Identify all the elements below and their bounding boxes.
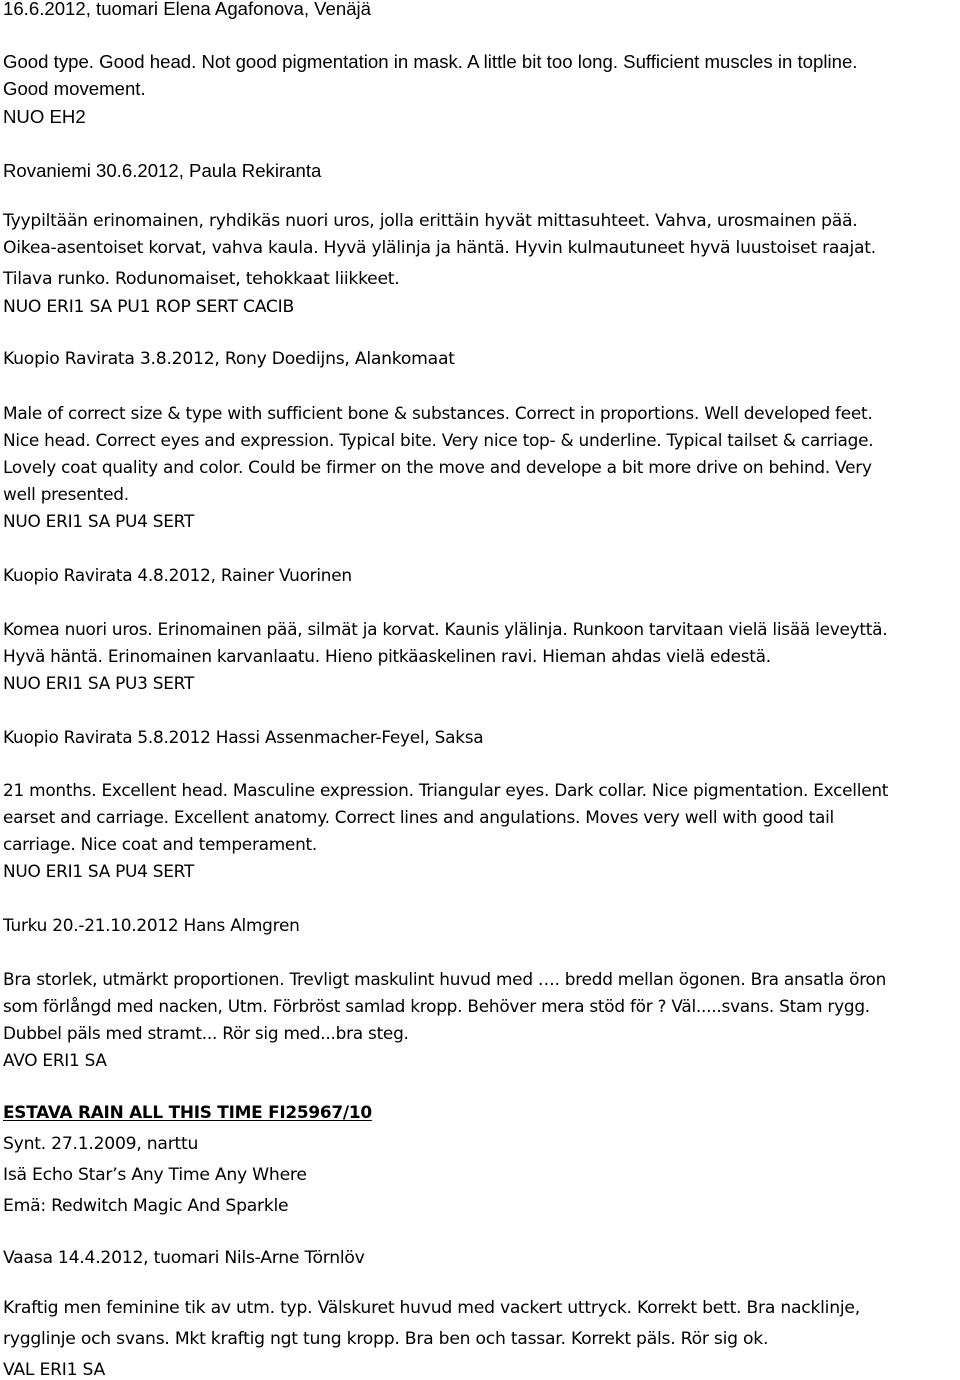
critique-line: Dubbel päls med stramt... Rör sig med...bra steg.: [3, 1023, 409, 1043]
show-header: 16.6.2012, tuomari Elena Agafonova, Venäjä: [3, 0, 372, 19]
show-result: NUO ERI1 SA PU4 SERT: [3, 861, 195, 881]
critique-line: Tyypiltään erinomainen, ryhdikäs nuori uros, jolla erittäin hyvät mittasuhteet. Vahva, urosmainen pää.: [3, 211, 858, 231]
critique-line: Bra storlek, utmärkt proportionen. Trevligt maskulint huvud med …. bredd mellan ögonen. Bra ansatla öron: [3, 969, 887, 989]
critique-line: carriage. Nice coat and temperament.: [3, 834, 318, 854]
show-result: VAL ERI1 SA: [3, 1360, 105, 1380]
critique-line: Hyvä häntä. Erinomainen karvanlaatu. Hieno pitkäaskelinen ravi. Hieman ahdas vielä edestä.: [3, 646, 771, 666]
critique-line: Nice head. Correct eyes and expression. Typical bite. Very nice top- & underline. Typical tailset & carriage.: [3, 430, 874, 450]
critique-line: Komea nuori uros. Erinomainen pää, silmät ja korvat. Kaunis ylälinja. Runkoon tarvitaan vielä lisää leveyttä.: [3, 619, 888, 639]
critique-line: rygglinje och svans. Mkt kraftig ngt tung kropp. Bra ben och tassar. Korrekt päls. Rör sig ok.: [3, 1329, 769, 1349]
critique-line: earset and carriage. Excellent anatomy. Correct lines and angulations. Moves very well with good tail: [3, 807, 834, 827]
critique-line: Tilava runko. Rodunomaiset, tehokkaat liikkeet.: [3, 269, 400, 289]
show-header: Kuopio Ravirata 4.8.2012, Rainer Vuorinen: [3, 565, 352, 585]
show-result: AVO ERI1 SA: [3, 1050, 107, 1070]
show-header: Kuopio Ravirata 3.8.2012, Rony Doedijns, Alankomaat: [3, 349, 455, 369]
show-result: NUO ERI1 SA PU4 SERT: [3, 511, 195, 531]
critique-line: Male of correct size & type with sufficient bone & substances. Correct in proportions. Well developed feet.: [3, 403, 873, 423]
dog-name-heading: ESTAVA RAIN ALL THIS TIME FI25967/10: [3, 1102, 372, 1122]
dog-dam-line: Emä: Redwitch Magic And Sparkle: [3, 1196, 289, 1216]
show-header: Kuopio Ravirata 5.8.2012 Hassi Assenmacher-Feyel, Saksa: [3, 727, 484, 747]
show-result: NUO EH2: [3, 106, 86, 127]
critique-line: Good movement.: [3, 78, 146, 99]
critique-line: Lovely coat quality and color. Could be firmer on the move and develope a bit more drive on behind. Very: [3, 457, 872, 477]
critique-line: Kraftig men feminine tik av utm. typ. Välskuret huvud med vackert uttryck. Korrekt bett. Bra nacklinje,: [3, 1298, 860, 1318]
show-result: NUO ERI1 SA PU1 ROP SERT CACIB: [3, 297, 295, 317]
critique-line: Good type. Good head. Not good pigmentation in mask. A little bit too long. Sufficient muscles in topline.: [3, 51, 858, 72]
critique-line: well presented.: [3, 484, 129, 504]
critique-line: Oikea-asentoiset korvat, vahva kaula. Hyvä ylälinja ja häntä. Hyvin kulmautuneet hyvä luustoiset raajat.: [3, 238, 876, 258]
critique-line: 21 months. Excellent head. Masculine expression. Triangular eyes. Dark collar. Nice pigmentation. Excellent: [3, 780, 889, 800]
show-header: Turku 20.-21.10.2012 Hans Almgren: [3, 915, 300, 935]
dog-sire-line: Isä Echo Star’s Any Time Any Where: [3, 1165, 307, 1185]
dog-birth-line: Synt. 27.1.2009, narttu: [3, 1134, 199, 1154]
show-header: Vaasa 14.4.2012, tuomari Nils-Arne Törnlöv: [3, 1248, 365, 1268]
critique-line: som förlångd med nacken, Utm. Förbröst samlad kropp. Behöver mera stöd för ? Väl.....svans. Stam rygg.: [3, 996, 870, 1016]
show-header: Rovaniemi 30.6.2012, Paula Rekiranta: [3, 160, 322, 181]
show-result: NUO ERI1 SA PU3 SERT: [3, 673, 195, 693]
